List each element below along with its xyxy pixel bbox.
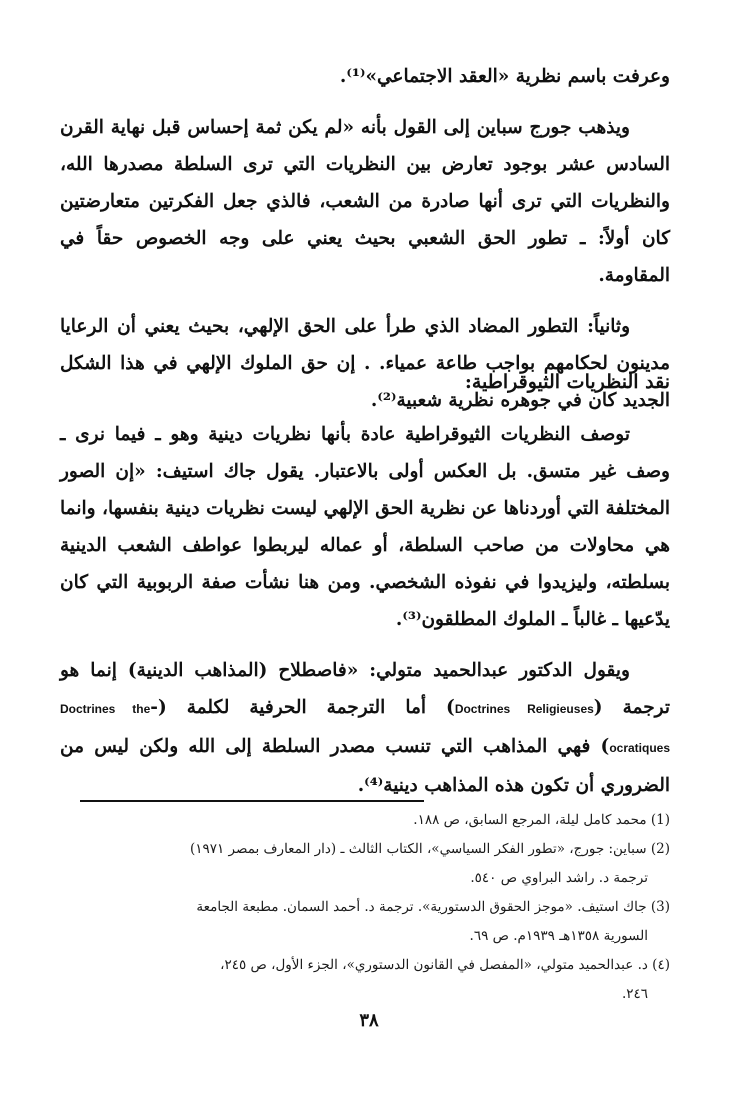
latin-term-ocratiques: ocratiques: [609, 741, 670, 755]
footnote-2-continued: ترجمة د. راشد البراوي ص ٥٤٠.: [470, 870, 648, 886]
paragraph-5-text-a: ترجمة (: [593, 697, 670, 718]
body-text-bottom: [60, 416, 670, 804]
paragraph-5: [60, 652, 670, 804]
latin-term-religieuses: Doctrines Religieuses: [454, 702, 594, 716]
paragraph-5-text-b: ) أما الترجمة الحرفية لكلمة (-: [150, 697, 455, 718]
footnote-divider: [80, 800, 424, 802]
paragraph-5-line-2: [60, 689, 670, 728]
paragraph-4: توصف النظريات الثيوقراطية عادة بأنها نظريات دينية وهو ـ فيما نرى ـ وصف غير متسق. بل العكس أولى بالاعتبار. يقول جاك استيف: «إن الصور المختلفة التي أوردناها عن نظرية الحق الإلهي ليست نظريات دينية بنفسها، وانما هي محاولات من صاحب السلطة، أو عماله ليربطوا عواطف الشعب الدينية بسلطته، وليزيدوا في نفوذه الشخصي. ومن هنا نشأت صفة الربوبية التي كان يدّعيها ـ غالباً ـ الملوك المطلقون⁽³⁾.: [60, 424, 670, 630]
paragraph-2: ويذهب جورج سباين إلى القول بأنه «لم يكن ثمة إحساس قبل نهاية القرن السادس عشر بوجود تعارض بين النظريات التي ترى السلطة مصدرها الله، والنظريات التي ترى أنها صادرة من الشعب، فالذي جعل الفكرتين متعارضتين كان أولاً: ـ تطور الحق الشعبي بحيث يعني على وجه الخصوص حقاً في المقاومة.: [60, 117, 670, 286]
footnote-4: (٤) د. عبدالحميد متولي، «المفصل في القانون الدستوري»، الجزء الأول، ص ٢٤٥،: [220, 957, 670, 973]
latin-term-doctrines-the: Doctrines the: [60, 702, 151, 716]
footnote-1: (1) محمد كامل ليلة، المرجع السابق، ص ١٨٨.: [413, 812, 670, 828]
paragraph-5-line-3: [60, 736, 670, 796]
page-number: ٣٨: [359, 1010, 379, 1031]
footnote-3-continued: السورية ١٣٥٨هـ ١٩٣٩م. ص ٦٩.: [469, 928, 648, 944]
section-heading: نقد النظريات الثيوقراطية:: [464, 371, 670, 393]
paragraph-5-text-c: ) فهي المذاهب التي تنسب مصدر السلطة إلى الله ولكن ليس من الضروري أن تكون هذه المذاهب دينية⁽⁴⁾.: [60, 736, 670, 796]
footnotes: [60, 806, 670, 1009]
paragraph-1: وعرفت باسم نظرية «العقد الاجتماعي»⁽¹⁾.: [339, 66, 670, 87]
paragraph-5-line-1: ويقول الدكتور عبدالحميد متولي: «فاصطلاح (المذاهب الدينية) إنما هو: [60, 660, 630, 681]
footnote-3: (3) جاك استيف. «موجز الحقوق الدستورية». ترجمة د. أحمد السمان. مطبعة الجامعة: [196, 899, 670, 915]
footnote-4-continued: ٢٤٦.: [621, 986, 648, 1002]
paragraph-3: وثانياً: التطور المضاد الذي طرأ على الحق الإلهي، بحيث يعني أن الرعايا مدينون لحكامهم بواجب طاعة عمياء. . إن حق الملوك الإلهي في هذا الشكل الجديد كان في جوهره نظرية شعبية⁽²⁾.: [60, 316, 670, 411]
footnote-2: (2) سباين: جورج، «تطور الفكر السياسي»، الكتاب الثالث ـ (دار المعارف بمصر ١٩٧١): [189, 841, 670, 857]
body-text-top: [60, 58, 670, 419]
